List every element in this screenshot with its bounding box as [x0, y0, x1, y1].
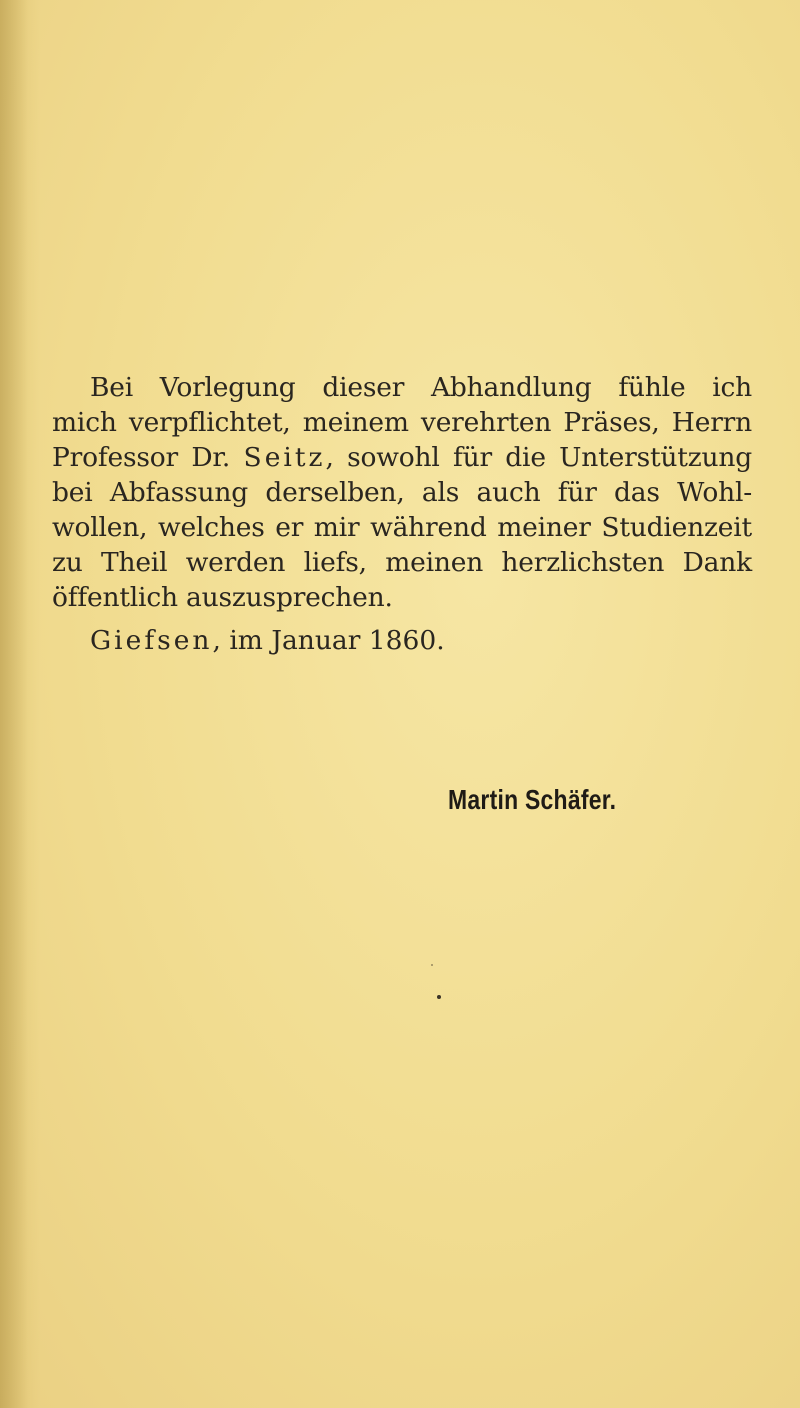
author-signature: Martin Schäfer.	[448, 784, 617, 815]
text-fragment: Professor Dr.	[52, 442, 231, 473]
dedication-text	[52, 370, 752, 658]
dedication-paragraph	[52, 370, 752, 615]
text-line: mich verpflichtet, meinem verehrten Präses, Herrn	[52, 407, 752, 438]
date-text: , im Januar 1860.	[212, 625, 445, 656]
text-line: Bei Vorlegung dieser Abhandlung fühle ich	[90, 372, 752, 403]
page-edge-shadow	[0, 0, 28, 1408]
ink-speck	[437, 995, 441, 999]
text-fragment: , sowohl für die Unterstützung	[325, 442, 752, 473]
ink-speck	[431, 964, 433, 966]
text-line: zu Theil werden liefs, meinen herzlichsten Dank	[52, 547, 752, 578]
text-line: öffentlich auszusprechen.	[52, 582, 393, 613]
professor-name: Seitz	[243, 442, 326, 473]
text-line	[52, 440, 752, 475]
place-name: Giefsen	[90, 625, 213, 656]
text-line: wollen, welches er mir während meiner Studienzeit	[52, 512, 752, 543]
text-line: bei Abfassung derselben, als auch für das Wohl-	[52, 477, 752, 508]
place-and-date	[52, 623, 752, 658]
